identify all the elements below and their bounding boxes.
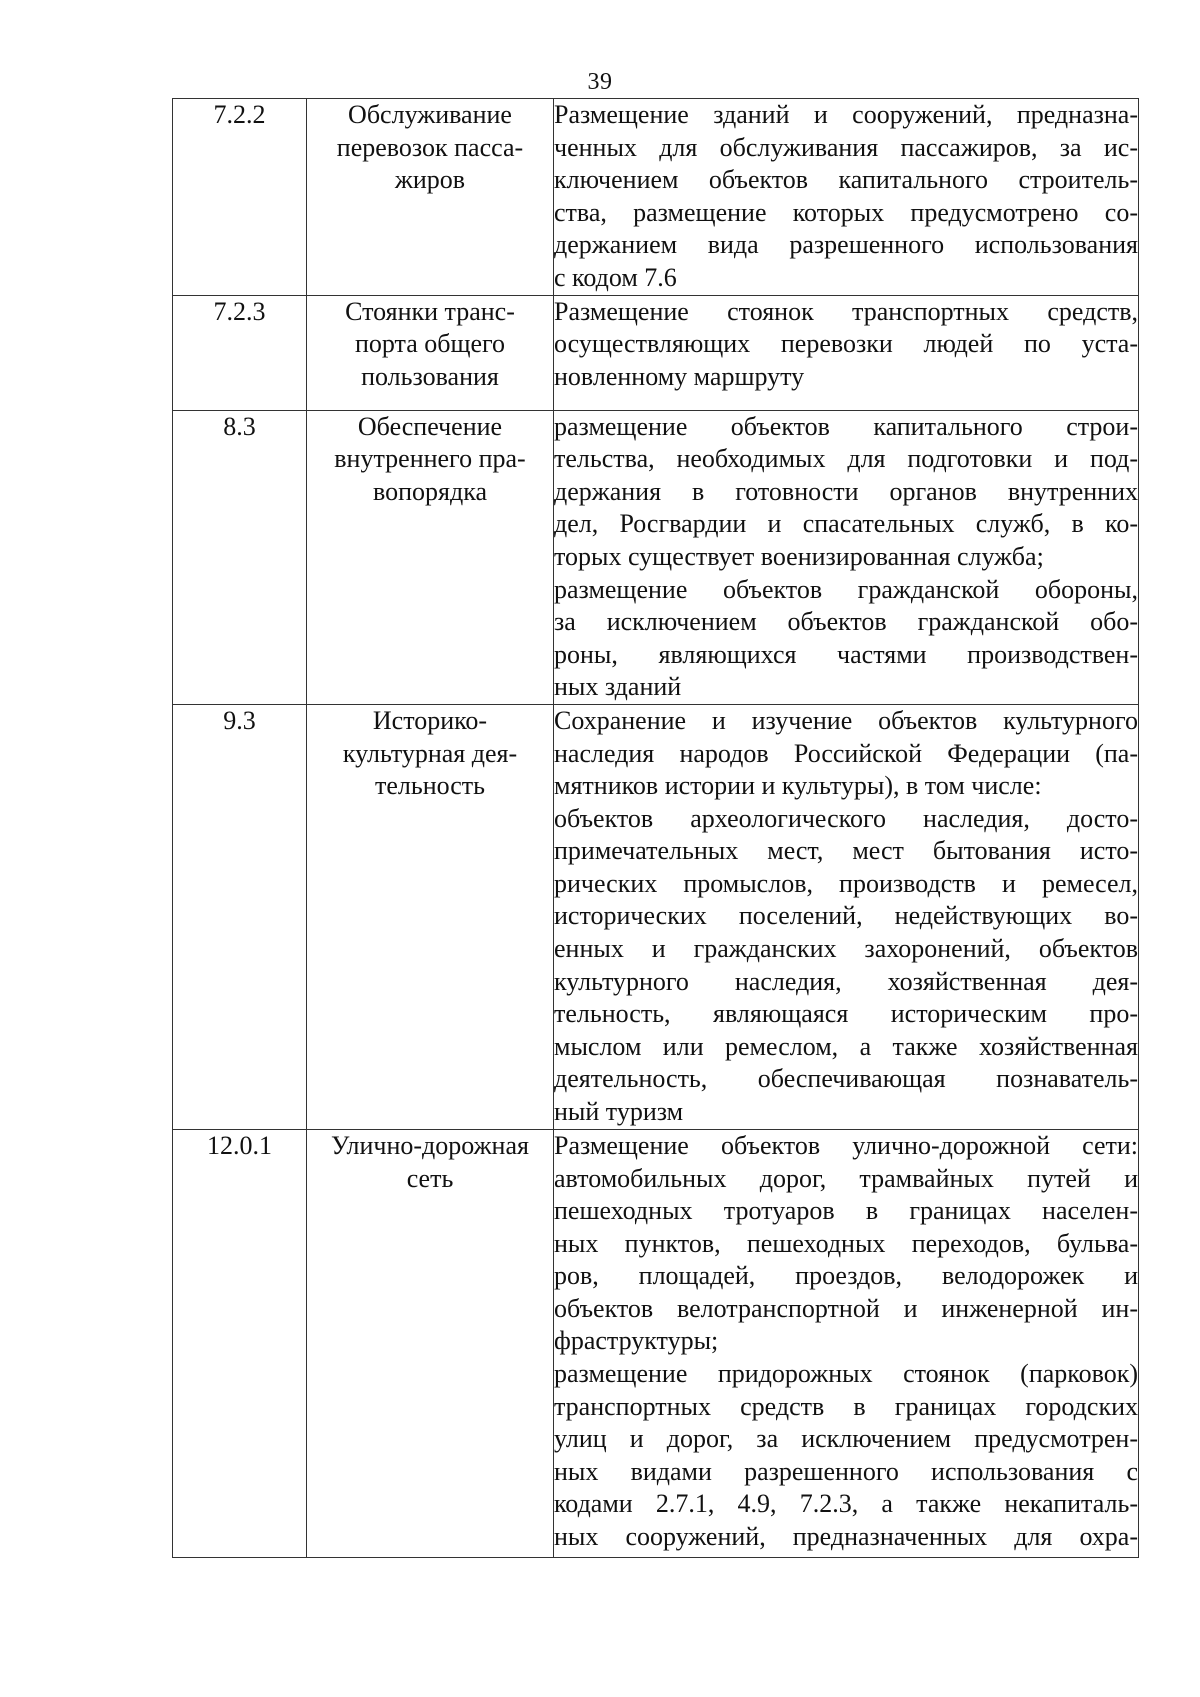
use-name: Обеспечение внутреннего пра- вопорядка: [307, 410, 554, 704]
use-name: Стоянки транс- порта общего пользования: [307, 295, 554, 410]
use-name: Историко- культурная дея- тельность: [307, 704, 554, 1129]
use-code: 8.3: [173, 410, 307, 704]
page-number: 39: [587, 69, 613, 95]
use-name: Улично-дорожная сеть: [307, 1129, 554, 1557]
use-description: размещение объектов капитального строи- тельства, необходимых для подготовки и под- держания в готовности органов внутренних дел, Росгвардии и спасательных служб, в ко- торых существует военизированная служба; размещение объектов гражданской обороны, за исключением объектов гражданской обо- роны, являющихся частями производствен- ных зданий: [554, 410, 1139, 704]
table-row: [173, 410, 1139, 704]
use-description: Размещение стоянок транспортных средств, осуществляющих перевозки людей по уста- новленному маршруту: [554, 295, 1139, 410]
use-code: 7.2.3: [173, 295, 307, 410]
use-code: 9.3: [173, 704, 307, 1129]
use-description: Размещение зданий и сооружений, предназна- ченных для обслуживания пассажиров, за ис- ключением объектов капитального строитель- ства, размещение которых предусмотрено со- держанием вида разрешенного использования с кодом 7.6: [554, 99, 1139, 296]
use-name: Обслуживание перевозок пасса- жиров: [307, 99, 554, 296]
use-code: 12.0.1: [173, 1129, 307, 1557]
use-description: Сохранение и изучение объектов культурного наследия народов Российской Федерации (па- мятников истории и культуры), в том числе: объектов археологического наследия, досто- примечательных мест, мест бытования исто- рических промыслов, производств и ремесел, исторических поселений, недействующих во- енных и гражданских захоронений, объектов культурного наследия, хозяйственная дея- тельность, являющаяся историческим про- мыслом или ремеслом, а также хозяйственная деятельность, обеспечивающая познаватель- ный туризм: [554, 704, 1139, 1129]
table-row: [173, 704, 1139, 1129]
table-row: [173, 1129, 1139, 1557]
use-code: 7.2.2: [173, 99, 307, 296]
table-row: [173, 295, 1139, 410]
land-use-table: [172, 98, 1139, 1558]
use-description: Размещение объектов улично-дорожной сети: автомобильных дорог, трамвайных путей и пешеходных тротуаров в границах населен- ных пунктов, пешеходных переходов, бульва- ров, площадей, проездов, велодорожек и объектов велотранспортной и инженерной ин- фраструктуры; размещение придорожных стоянок (парковок) транспортных средств в границах городских улиц и дорог, за исключением предусмотрен- ных видами разрешенного использования с кодами 2.7.1, 4.9, 7.2.3, а также некапиталь- ных сооружений, предназначенных для охра-: [554, 1129, 1139, 1557]
table-row: [173, 99, 1139, 296]
